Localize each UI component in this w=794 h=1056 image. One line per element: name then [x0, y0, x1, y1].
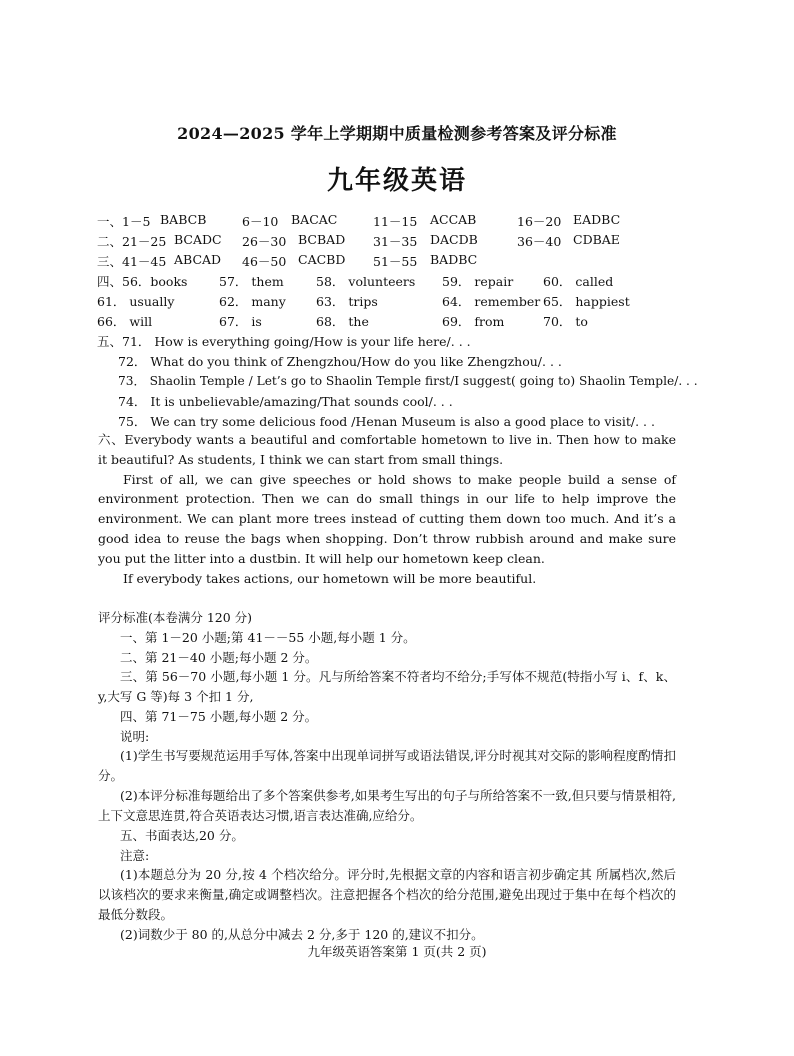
essay-paragraph: 六、Everybody wants a beautiful and comfortable hometown to live in. Then how to make it beautiful? As students, I think we can start from small things.	[98, 432, 676, 467]
scoring-note: (2)词数少于 80 的,从总分中减去 2 分,多于 120 的,建议不扣分。	[120, 927, 484, 942]
sentence-answer: 73． Shaolin Temple / Let’s go to Shaolin Temple first/I suggest( going to) Shaolin Temple/. . .	[118, 374, 698, 388]
range-label: 26－30	[242, 234, 287, 249]
word-answer: 61． usually	[97, 294, 175, 309]
word-answer-row	[0, 312, 794, 332]
range-label: 11－15	[373, 214, 418, 229]
essay-paragraph: If everybody takes actions, our hometown will be more beautiful.	[123, 570, 537, 586]
scoring-note: (1)本题总分为 20 分,按 4 个档次给分。评分时,先根据文章的内容和语言初步确定其 所属档次,然后以该档次的要求来衡量,确定或调整档次。注意把握各个档次的给分范围,避免出现过于集中在每个档次的最低分数段。	[98, 867, 676, 922]
answer-code: BCBAD	[298, 232, 346, 247]
answer-code: CDBAE	[573, 232, 620, 247]
sentence-answer: 五、71． How is everything going/How is your life here/. . .	[97, 334, 471, 349]
answer-code: BACAC	[291, 212, 338, 227]
word-answer: 62． many	[219, 294, 286, 309]
page-footer: 九年级英语答案第 1 页(共 2 页)	[307, 944, 487, 959]
range-label: 三、41－45	[97, 254, 167, 269]
answer-code: ACCAB	[430, 212, 477, 227]
word-answer: 70． to	[543, 314, 588, 329]
answer-code: CACBD	[298, 252, 346, 267]
answer-code: ABCAD	[174, 252, 222, 267]
sentence-answer: 72． What do you think of Zhengzhou/How do you like Zhengzhou/. . .	[118, 354, 562, 369]
scoring-item: 四、第 71－75 小题,每小题 2 分。	[120, 709, 318, 724]
word-answer: 四、56．books	[97, 274, 188, 289]
answer-code: BADBC	[430, 252, 478, 267]
range-label: 6－10	[242, 214, 279, 229]
document-subtitle: 九年级英语	[326, 166, 467, 196]
range-label: 16－20	[517, 214, 562, 229]
word-answer-row	[0, 292, 794, 312]
range-label: 46－50	[242, 254, 287, 269]
word-answer: 69． from	[442, 314, 505, 329]
range-label: 31－35	[373, 234, 418, 249]
scoring-heading: 评分标准(本卷满分 120 分)	[98, 610, 253, 625]
answer-code: EADBC	[573, 212, 621, 227]
sample-essay	[98, 430, 676, 588]
scoring-note: (1)学生书写要规范运用手写体,答案中出现单词拼写或语法错误,评分时视其对交际的影响程度酌情扣分。	[98, 748, 676, 783]
word-answer: 68． the	[316, 314, 369, 329]
word-answer: 59． repair	[442, 274, 514, 289]
word-answer: 66． will	[97, 314, 153, 329]
answer-code: BABCB	[160, 212, 207, 227]
word-answer: 64． remember	[442, 294, 541, 309]
answer-row	[0, 212, 794, 232]
essay-paragraph: First of all, we can give speeches or hold shows to make people build a sense of environment protection. Then we can do small things in our life to help improve the environment. We can plant more trees instead of cutting them down too much. And it’s a good idea to reuse the bags when shopping. Don’t throw rubbish around and make sure you put the litter into a dustbin. It will help our hometown keep clean.	[98, 471, 676, 566]
word-answer: 65． happiest	[543, 294, 630, 309]
scoring-item: 五、书面表达,20 分。	[120, 828, 244, 843]
range-label: 二、21－25	[97, 234, 167, 249]
range-label: 51－55	[373, 254, 418, 269]
word-answer-row	[0, 272, 794, 292]
answer-code: DACDB	[430, 232, 478, 247]
scoring-item: 二、第 21－40 小题;每小题 2 分。	[120, 650, 318, 665]
word-answer: 60． called	[543, 274, 614, 289]
word-answer: 57． them	[219, 274, 284, 289]
document-title: 2024—2025 学年上学期期中质量检测参考答案及评分标准	[177, 124, 617, 143]
range-label: 36－40	[517, 234, 562, 249]
word-answer: 67． is	[219, 314, 262, 329]
scoring-item: 三、第 56－70 小题,每小题 1 分。凡与所给答案不符者均不给分;手写体不规范(特指小写 i、f、k、y,大写 G 等)每 3 个扣 1 分,	[98, 669, 676, 704]
answer-row	[0, 252, 794, 272]
word-answer: 58． volunteers	[316, 274, 416, 289]
word-answer: 63． trips	[316, 294, 378, 309]
scoring-note: (2)本评分标准每题给出了多个答案供参考,如果考生写出的句子与所给答案不一致,但只要与情景相符,上下文意思连贯,符合英语表达习惯,语言表达准确,应给分。	[98, 788, 676, 823]
scoring-note-label: 注意:	[120, 848, 150, 863]
sentence-answer: 74． It is unbelievable/amazing/That sounds cool/. . .	[118, 394, 453, 409]
scoring-note-label: 说明:	[120, 729, 150, 744]
answer-row	[0, 232, 794, 252]
range-label: 一、1－5	[97, 214, 151, 229]
answer-code: BCADC	[174, 232, 222, 247]
scoring-item: 一、第 1－20 小题;第 41－－55 小题,每小题 1 分。	[120, 630, 416, 645]
sentence-answer: 75． We can try some delicious food /Henan Museum is also a good place to visit/. . .	[118, 414, 655, 429]
